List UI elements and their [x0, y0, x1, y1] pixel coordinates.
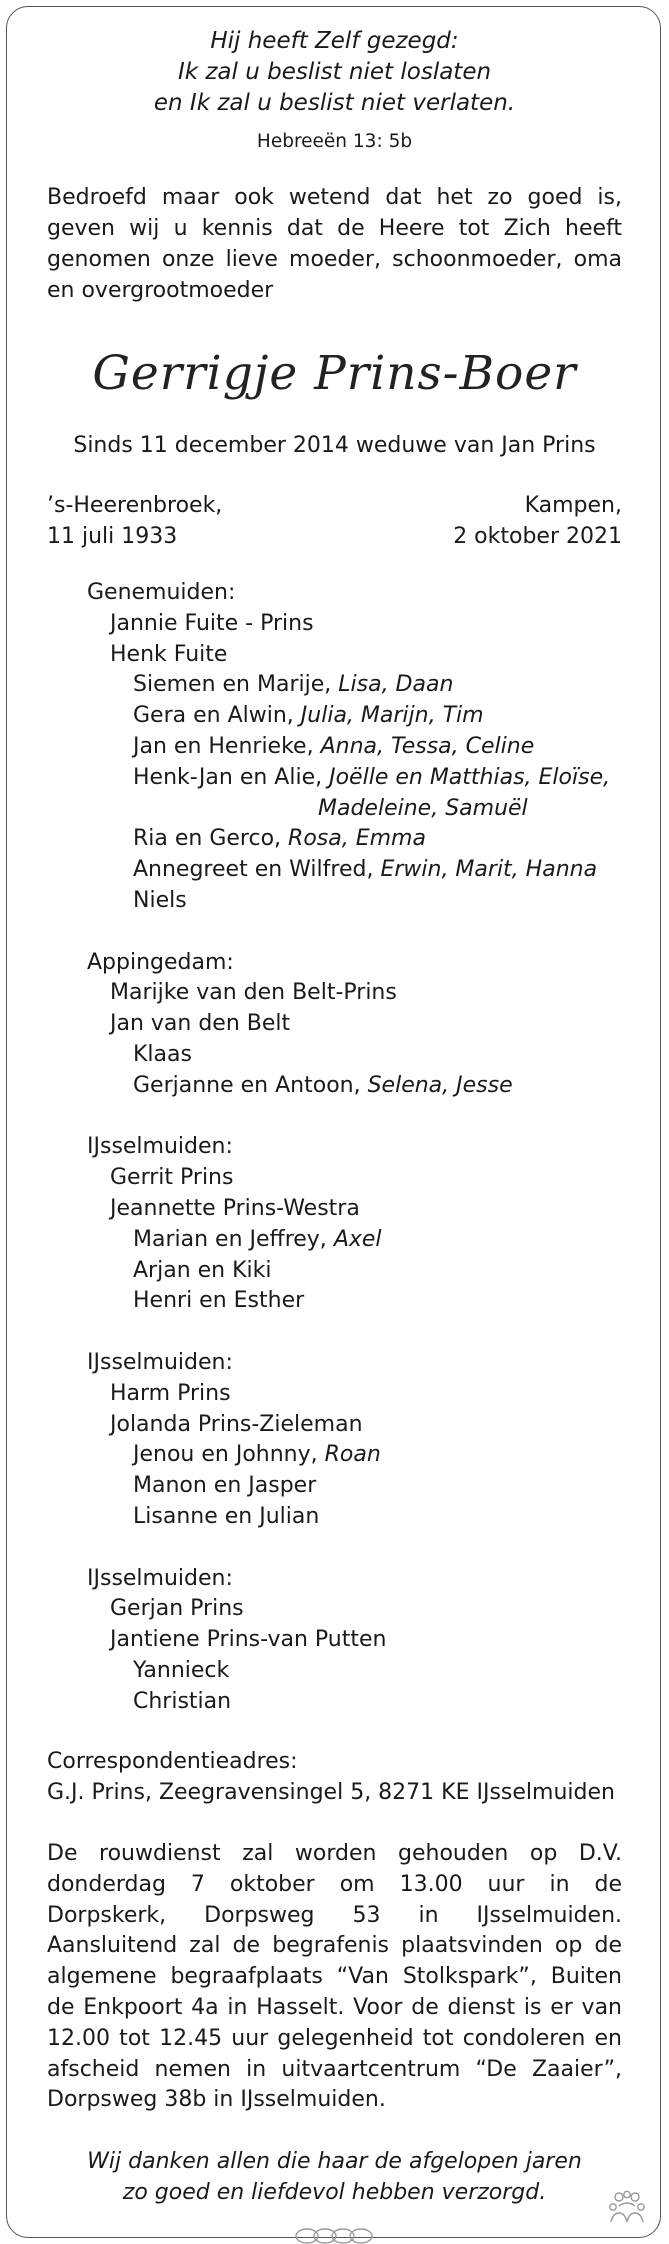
- birth-date: 11 juli 1933: [47, 524, 178, 549]
- service-details: De rouwdienst zal worden gehouden op D.V. donderdag 7 oktober om 13.00 uur in de Dorpskerk, Dorpsweg 53 in IJsselmuiden. Aansluitend zal de begrafenis plaatsvinden op de algemene begraafplaats “Van Stolkspark”, Buiten de Enkpoort 4a in Hasselt. Voor de dienst is er van 12.00 tot 12.45 uur gelegenheid tot condoleren en afscheid nemen in uitvaartcentrum “De Zaaier”, Dorpsweg 38b in IJsselmuiden.: [47, 1841, 622, 2113]
- correspondence-label: Correspondentieadres:: [47, 1749, 298, 1775]
- family-child-names: Jenou en Johnny,: [133, 1442, 318, 1468]
- family-child-names: Yannieck: [133, 1657, 230, 1683]
- family-child-names: Arjan en Kiki: [133, 1257, 272, 1283]
- family-child-row: [87, 1225, 622, 1256]
- verse-reference: Hebreeën 13: 5b: [256, 131, 413, 152]
- announcement-text: Bedroefd maar ook wetend dat het zo goed is, geven wij u kennis dat de Heere tot Zich heeft genomen onze lieve moeder, schoonmoeder, oma en overgrootmoeder: [47, 185, 622, 303]
- family-child-row: [87, 1502, 622, 1533]
- family-grandchildren: Julia, Marijn, Tim: [300, 703, 484, 729]
- family-group: [87, 1564, 622, 1718]
- family-parent: Jolanda Prins-Zieleman: [110, 1411, 363, 1437]
- family-parent: Gerrit Prins: [110, 1165, 234, 1191]
- family-parent: Gerjan Prins: [110, 1596, 244, 1622]
- family-child-row: [87, 732, 622, 763]
- thanks-line: zo goed en liefdevol hebben verzorgd.: [122, 2180, 547, 2206]
- family-parent: Jeannette Prins-Westra: [110, 1195, 360, 1221]
- widow-line: Sinds 11 december 2014 weduwe van Jan Prins: [73, 433, 596, 458]
- family-group: [87, 1132, 622, 1317]
- thanks-text: [47, 2146, 622, 2208]
- verse-line: Ik zal u beslist niet loslaten: [177, 59, 492, 85]
- family-child-names: Manon en Jasper: [133, 1473, 317, 1499]
- family-place: Appingedam:: [87, 949, 234, 975]
- family-child-names: Ria en Gerco,: [133, 826, 282, 852]
- family-child-row: [87, 1071, 622, 1102]
- family-child-row: [87, 701, 622, 732]
- family-child-names: Jan en Henrieke,: [133, 733, 314, 759]
- family-place: IJsselmuiden:: [87, 1134, 233, 1160]
- verse-line: Hij heeft Zelf gezegd:: [210, 28, 459, 54]
- family-child-row: [87, 886, 622, 917]
- death-place: Kampen,: [524, 493, 622, 518]
- obituary-content: [47, 26, 622, 2208]
- family-child-row: [87, 824, 622, 855]
- family-group: [87, 578, 622, 917]
- family-child-names: Henri en Esther: [133, 1288, 305, 1314]
- correspondence: [47, 1747, 622, 1809]
- family-child-row: [87, 1256, 622, 1287]
- family-group: [87, 948, 622, 1102]
- family-parent: Harm Prins: [110, 1380, 231, 1406]
- family-child-names: Klaas: [133, 1041, 192, 1067]
- family-child-row: [87, 1440, 622, 1471]
- family-child-names: Lisanne en Julian: [133, 1503, 320, 1529]
- family-child-row: [87, 670, 622, 701]
- birth-info: [47, 490, 222, 552]
- correspondence-address: G.J. Prins, Zeegravensingel 5, 8271 KE IJsselmuiden: [47, 1780, 615, 1806]
- family-child-row: [87, 1656, 622, 1687]
- family-child-row: [87, 1286, 622, 1317]
- death-date: 2 oktober 2021: [453, 524, 622, 549]
- verse-line: en Ik zal u beslist niet verlaten.: [153, 90, 516, 116]
- family-grandchildren-continued: Madeleine, Samuël: [318, 795, 528, 821]
- family-child-names: Henk-Jan en Alie,: [133, 764, 323, 790]
- family-grandchildren: Axel: [333, 1226, 382, 1252]
- people-icon: [607, 2190, 647, 2224]
- family-grandchildren: Rosa, Emma: [288, 826, 426, 852]
- family-child-names: Christian: [133, 1688, 232, 1714]
- family-child-names: Annegreet en Wilfred,: [133, 857, 374, 883]
- life-dates: [47, 490, 622, 552]
- family-grandchildren: Erwin, Marit, Hanna: [380, 857, 598, 883]
- family-place: IJsselmuiden:: [87, 1349, 233, 1375]
- family-grandchildren: Lisa, Daan: [338, 672, 454, 698]
- family-place: IJsselmuiden:: [87, 1565, 233, 1591]
- family-child-names: Gerjanne en Antoon,: [133, 1072, 361, 1098]
- family-group: [87, 1348, 622, 1533]
- family-place: Genemuiden:: [87, 580, 236, 605]
- family-child-names: Siemen en Marije,: [133, 672, 332, 698]
- family-grandchildren: Joëlle en Matthias, Eloïse,: [329, 764, 611, 790]
- family-grandchildren: Selena, Jesse: [367, 1072, 513, 1098]
- family-parent: Henk Fuite: [110, 641, 228, 667]
- family-child-names: Gera en Alwin,: [133, 703, 294, 729]
- family-child-row: [87, 763, 622, 794]
- family-parent: Jan van den Belt: [110, 1011, 291, 1037]
- birth-place: ’s-Heerenbroek,: [47, 493, 223, 518]
- family-child-names: Marian en Jeffrey,: [133, 1226, 327, 1252]
- family-parent: Jannie Fuite - Prins: [110, 610, 314, 636]
- family-parent: Jantiene Prins-van Putten: [110, 1627, 387, 1653]
- family-list: [87, 578, 622, 1717]
- family-parent: Marijke van den Belt-Prins: [110, 980, 397, 1006]
- thanks-line: Wij danken allen die haar de afgelopen jaren: [87, 2149, 582, 2175]
- family-child-names: Niels: [133, 887, 187, 913]
- family-grandchildren: Anna, Tessa, Celine: [320, 733, 535, 759]
- deceased-name: Gerrigje Prins-Boer: [92, 346, 577, 401]
- death-info: [453, 490, 622, 552]
- bible-verse: [47, 26, 622, 119]
- family-child-row: [87, 1687, 622, 1718]
- family-child-row: [87, 1040, 622, 1071]
- family-child-row: [87, 1471, 622, 1502]
- rings-icon: [293, 2227, 377, 2244]
- family-child-row: [87, 855, 622, 886]
- family-grandchildren: Roan: [324, 1442, 381, 1468]
